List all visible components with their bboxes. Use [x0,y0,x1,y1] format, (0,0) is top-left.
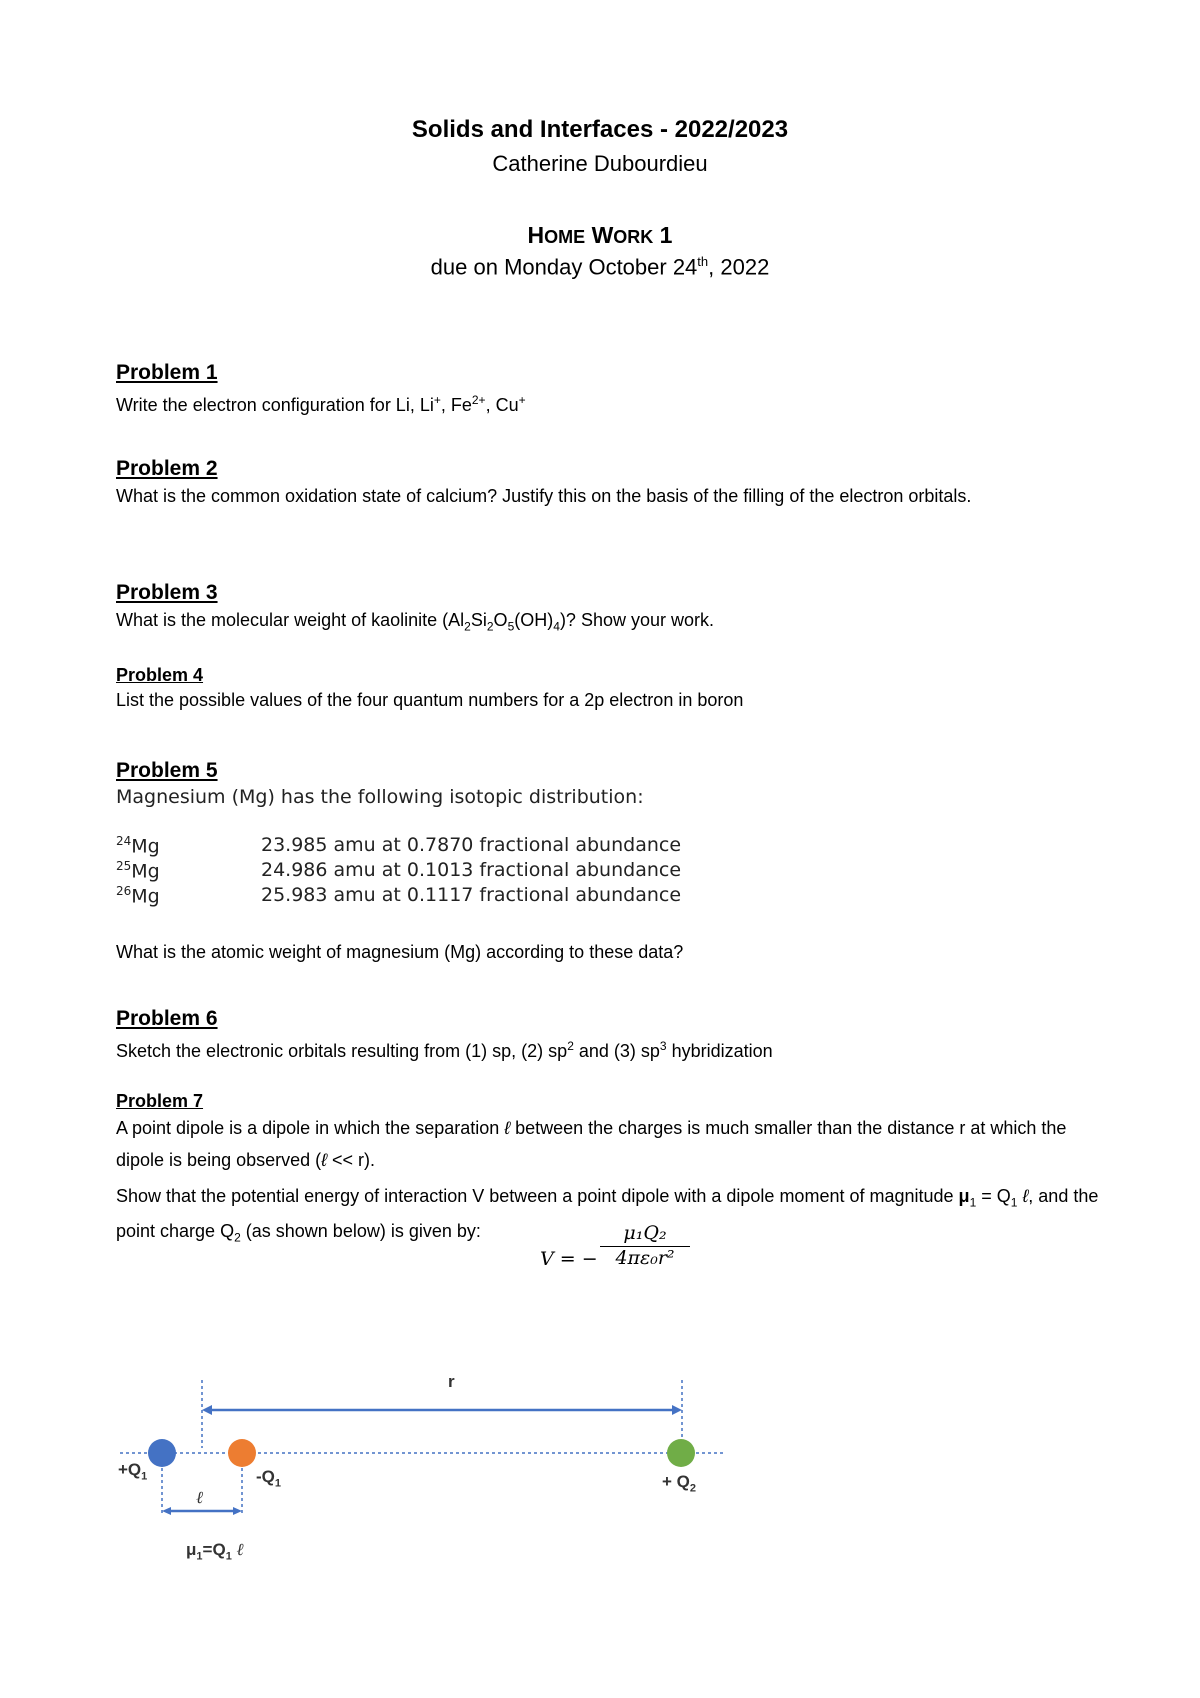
problem-1 [116,360,1096,419]
problem-5 [116,758,1096,810]
isotope-symbol: $^{25}$Mg [116,859,160,883]
problem-text: What is the atomic weight of magnesium (Mg) according to these data? [116,942,684,962]
r-arrow-head-right [672,1405,682,1415]
problem-heading: Problem 1 [116,361,218,384]
problem-heading: Problem 4 [116,665,204,685]
problem-intro: Magnesium (Mg) has the following isotopic distribution: [116,786,644,808]
problem-heading: Problem 6 [116,1007,218,1030]
problem-heading: Problem 2 [116,457,218,480]
homework-title: HOME WORK 1 [527,222,673,248]
r-arrow-head-left [202,1405,212,1415]
isotope-symbol: $^{24}$Mg [116,834,160,858]
formula-denominator: 4πε₀r² [615,1247,675,1269]
plus-q2-label: + $Q_2$ [662,1472,696,1495]
formula [540,1222,675,1270]
problem-2 [116,456,1036,510]
formula-fraction [600,1222,690,1269]
problem-5-question [116,938,1096,966]
isotope-data: 23.985 amu at 0.7870 fractional abundance [261,834,682,856]
formula-numerator: μ₁Q₂ [600,1222,690,1247]
problem-text: Write the electron configuration for Li, Li+, $Fe^{2+}$, Cu+ [116,393,526,415]
problem-text: What is the common oxidation state of calcium? Justify this on the basis of the filling of the electron orbitals. [116,486,972,506]
problem-paragraph-1: A point dipole is a dipole in which the separation ℓ between the charges is much smaller than the distance r at which the dipole is being observed (ℓ << r). [116,1118,1067,1170]
problem-text: What is the molecular weight of kaolinite $(Al_2Si_2O_5(OH)_4)$? Show your work. [116,610,714,634]
isotope-data: 24.986 amu at 0.1013 fractional abundance [261,859,682,881]
charge-plus-q1 [148,1439,176,1467]
problem-heading: Problem 7 [116,1091,204,1111]
ell-label: ℓ [196,1488,204,1508]
problem-4 [116,664,1096,714]
plus-q1-label: $+Q_1$ [118,1460,148,1483]
problem-heading: Problem 3 [116,581,218,604]
document-title: Solids and Interfaces - 2022/2023 [411,116,789,143]
problem-paragraph-2: Show that the potential energy of interaction V between a point dipole with a dipole moment of magnitude $\mu_1 = Q_1$ ℓ, and the point charge $Q_2$ (as shown below) is given by: [116,1186,1099,1245]
isotope-data: 25.983 amu at 0.1117 fractional abundance [261,884,682,906]
formula-lhs: V = − [540,1248,598,1270]
problem-3 [116,580,1096,641]
problem-text: Sketch the electronic orbitals resulting from (1) sp, (2) $sp^2$ and (3) $sp^3$ hybridization [116,1039,773,1061]
charge-plus-q2 [667,1439,695,1467]
isotope-symbol: $^{26}$Mg [116,884,160,908]
charge-minus-q1 [228,1439,256,1467]
minus-q1-label: $-Q_1$ [256,1467,282,1490]
ell-arrow-head-left [162,1507,171,1515]
ell-arrow-head-right [233,1507,242,1515]
mu-label: $\mu_1=Q_1$ ℓ [186,1540,244,1563]
problem-text: List the possible values of the four quantum numbers for a 2p electron in boron [116,690,744,710]
problem-6 [116,1006,1096,1065]
due-date: due on Monday October 24th, 2022 [430,254,770,280]
author-name: Catherine Dubourdieu [492,151,708,176]
problem-heading: Problem 5 [116,759,218,782]
r-label: r [448,1372,455,1391]
